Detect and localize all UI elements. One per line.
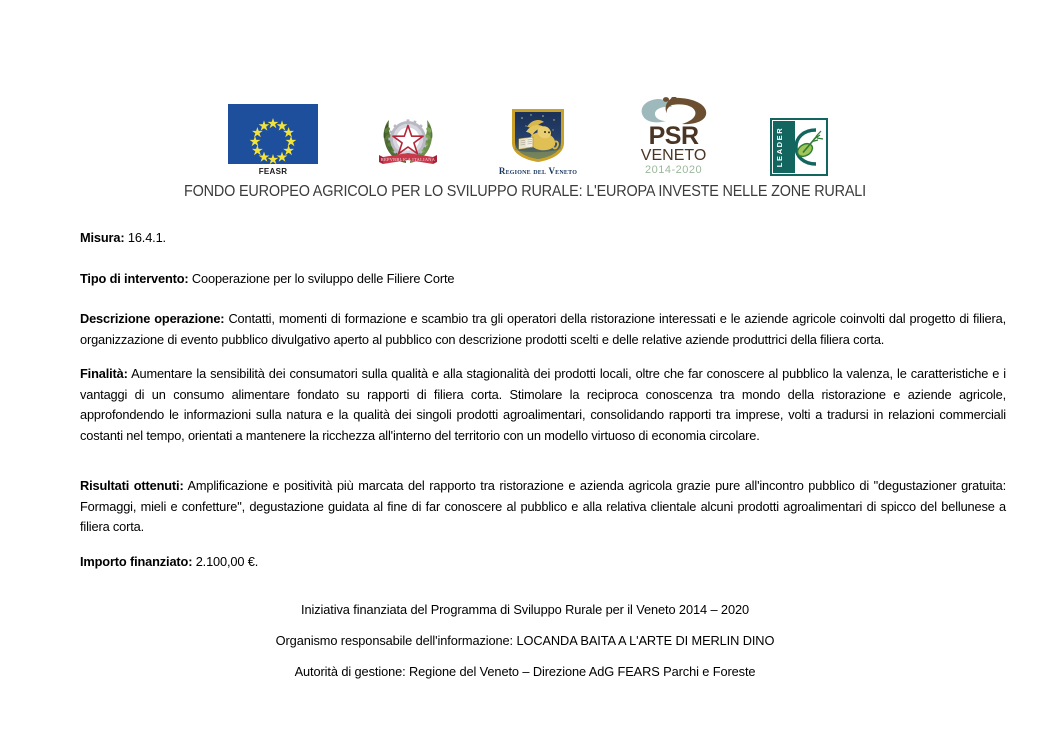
value-risultati-ottenuti: Amplificazione e positività più marcata del rapporto tra ristorazione e azienda agricola grazie pure all'incontro pubblico di "degustazioner gratuita: Formaggi, mieli e confetture", degustazione guidata al fine di far conoscere al pubblico e alla relativa clientale alcuni prodotti agroalimentari di spicco del bellunese a filiera corta.: [80, 478, 1006, 534]
logo-psr-veneto: [636, 97, 712, 176]
label-risultati-ottenuti: Risultati ottenuti:: [80, 478, 184, 493]
psr-subtitle: VENETO: [640, 147, 707, 164]
label-misura: Misura:: [80, 230, 125, 245]
logo-leader: [770, 118, 828, 176]
paragraph-finalita: [80, 364, 1006, 446]
footer-line-iniziativa: Iniziativa finanziata del Programma di Sviluppo Rurale per il Veneto 2014 – 2020: [301, 602, 749, 617]
spacer: [80, 460, 1006, 476]
value-importo-finanziato: 2.100,00 €.: [192, 553, 259, 569]
veneto-lion-shield-icon: [509, 106, 567, 164]
logo-regione-veneto: [499, 106, 577, 176]
footer-line-organismo: Organismo responsabile dell'informazione: LOCANDA BAITA A L'ARTE DI MERLIN DINO: [275, 633, 775, 648]
paragraph-descrizione-operazione: [80, 309, 1006, 350]
psr-years: 2014-2020: [644, 164, 703, 176]
paragraph-importo-finanziato: [80, 552, 1006, 573]
svg-text:LEADER: LEADER: [775, 126, 784, 168]
paragraph-risultati-ottenuti: [80, 476, 1006, 538]
italian-republic-emblem-icon: [376, 111, 440, 173]
logo-eu-feasr: [228, 104, 318, 176]
value-misura: 16.4.1.: [124, 230, 166, 245]
logo-caption-feasr: FEASR: [258, 167, 288, 176]
document-body: [80, 228, 1006, 586]
logo-band: [228, 96, 828, 176]
logo-italian-republic: [376, 111, 440, 176]
footer-line-autorita: Autorità di gestione: Regione del Veneto – Direzione AdG FEARS Parchi e Foreste: [294, 664, 756, 679]
label-descrizione-operazione: Descrizione operazione:: [80, 311, 225, 326]
label-finalita: Finalità:: [80, 366, 128, 381]
value-descrizione-operazione: Contatti, momenti di formazione e scambio tra gli operatori della ristorazione interessati e le aziende agricole coinvolti dal progetto di filiera, organizzazione di evento pubblico divulgativo aperto al pubblico con descrizione prodotti scelti e delle relative aziende produttrici della filiera corta.: [80, 311, 1006, 347]
eu-flag-icon: [228, 104, 318, 164]
logo-caption-veneto: Regione del Veneto: [498, 166, 578, 176]
value-finalita: Aumentare la sensibilità dei consumatori sulla qualità e alla stagionalità dei prodotti locali, oltre che far conoscere al pubblico la valenza, le caratteristiche e i vantaggi di un consumo alimentare fondato su rapporti di filiera corta. Stimolare la reciproca conoscenza tra mondo della ristorazione e aziende agricole, approfondendo le informazioni sulla natura e la qualità dei singoli prodotti agroalimentari, consolidando rapporti tra imprese, volti a tradursi in relazioni commerciali costanti nel tempo, orientati a mantenere la ricchezza all'interno del territorio con un modello virtuoso di economia circolare.: [80, 366, 1006, 443]
leader-logo-icon: [770, 118, 828, 176]
svg-text:REPVBBLICA ITALIANA: REPVBBLICA ITALIANA: [381, 157, 436, 163]
eu-stars-icon: [228, 104, 318, 164]
document-footer: [0, 594, 1050, 687]
psr-title: PSR: [648, 122, 699, 150]
paragraph-tipo-intervento: [80, 269, 1006, 290]
paragraph-misura: [80, 228, 1006, 249]
psr-swoosh-icon: [638, 97, 710, 125]
label-importo-finanziato: Importo finanziato:: [80, 553, 193, 569]
label-tipo-intervento: Tipo di intervento:: [80, 270, 189, 286]
header-banner-text: FONDO EUROPEO AGRICOLO PER LO SVILUPPO RURALE: L'EUROPA INVESTE NELLE ZONE RURALI: [184, 183, 866, 200]
value-tipo-intervento: Cooperazione per lo sviluppo delle Filiere Corte: [188, 270, 455, 286]
